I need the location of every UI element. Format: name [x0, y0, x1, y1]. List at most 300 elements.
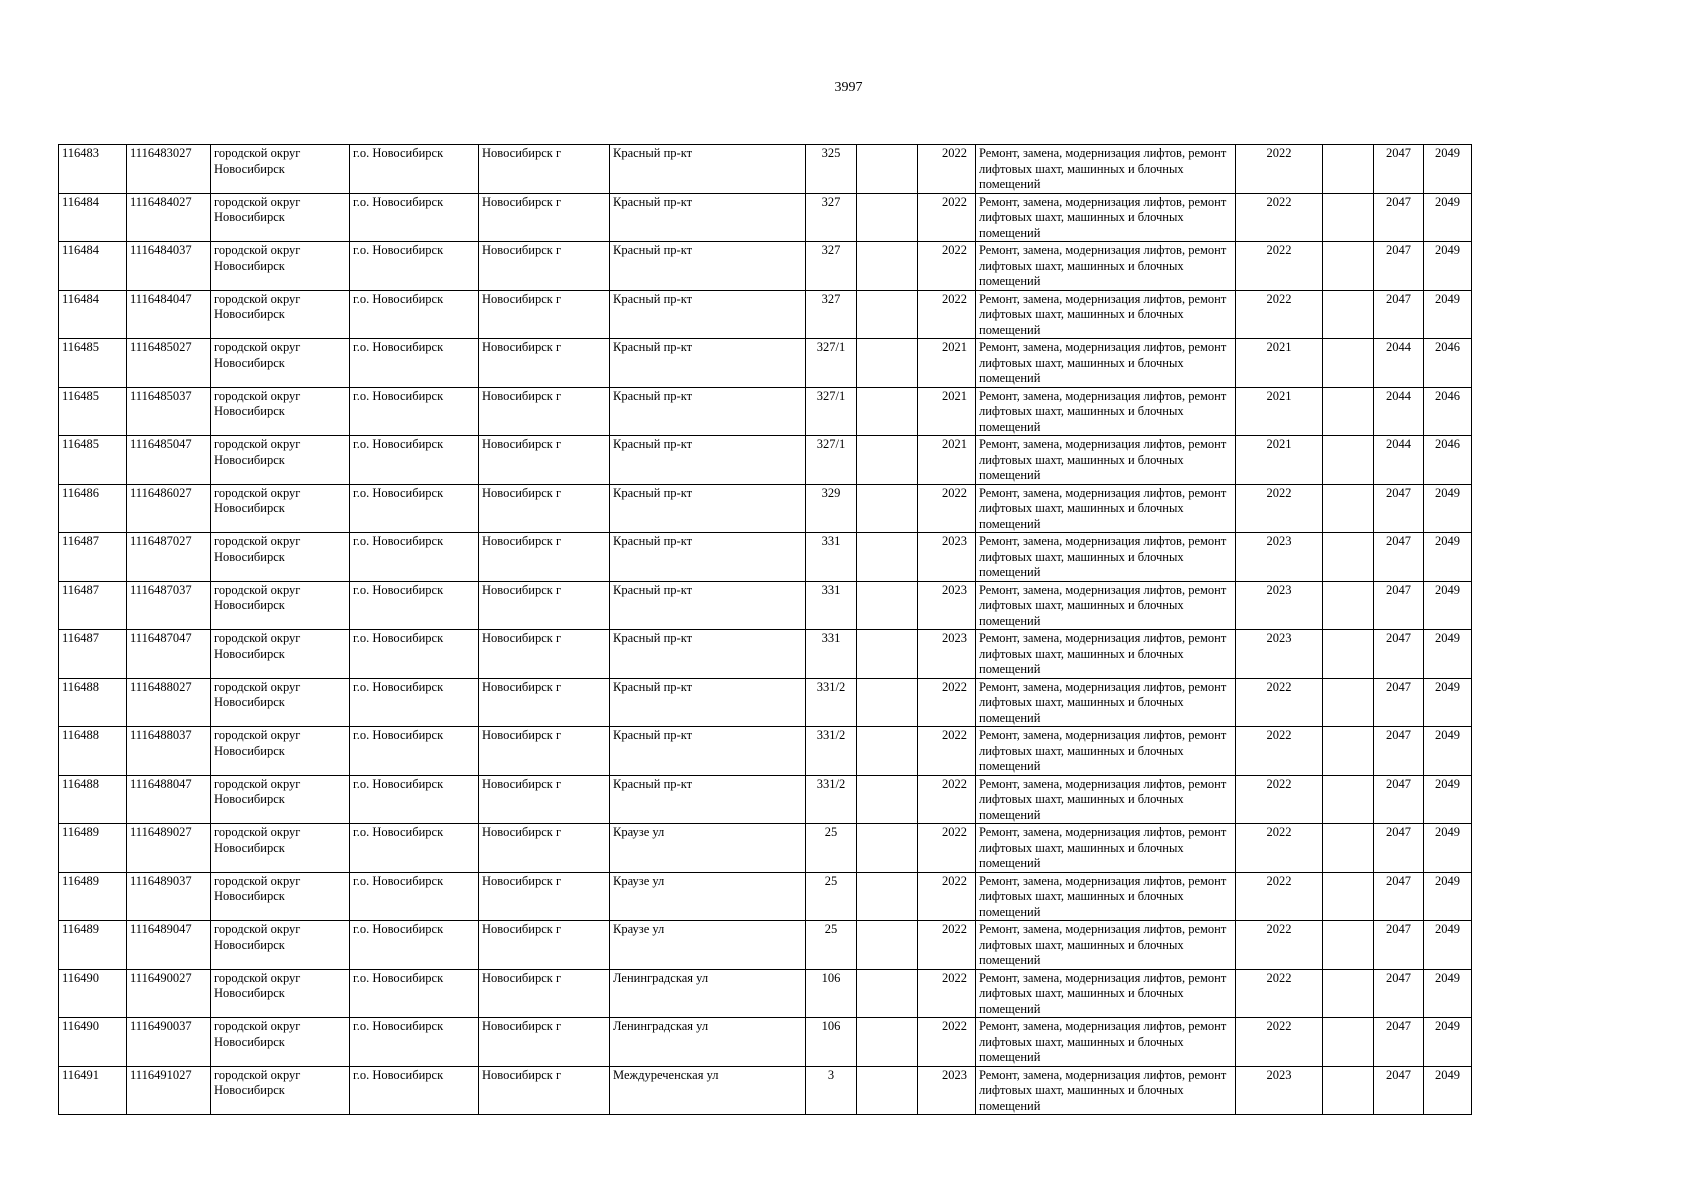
- cell-work-type: Ремонт, замена, модернизация лифтов, ремонт лифтовых шахт, машинных и блочных помещений: [976, 921, 1236, 970]
- cell-house: 331: [806, 630, 857, 679]
- cell-building: [857, 969, 918, 1018]
- cell-year-b: 2049: [1424, 969, 1472, 1018]
- cell-district: городской округ Новосибирск: [211, 290, 350, 339]
- cell-year-a: 2047: [1374, 969, 1424, 1018]
- cell-settlement: Новосибирск г: [479, 387, 610, 436]
- cell-extra: [1323, 678, 1374, 727]
- cell-street: Красный пр-кт: [610, 678, 806, 727]
- cell-municipality: г.о. Новосибирск: [350, 630, 479, 679]
- cell-object-id: 116487: [59, 581, 127, 630]
- cell-element-code: 1116491027: [127, 1066, 211, 1115]
- cell-object-id: 116489: [59, 921, 127, 970]
- table-row: [59, 290, 1472, 339]
- cell-extra: [1323, 775, 1374, 824]
- cell-year-from: 2022: [918, 824, 976, 873]
- cell-element-code: 1116488027: [127, 678, 211, 727]
- cell-object-id: 116486: [59, 484, 127, 533]
- cell-work-type: Ремонт, замена, модернизация лифтов, ремонт лифтовых шахт, машинных и блочных помещений: [976, 193, 1236, 242]
- cell-district: городской округ Новосибирск: [211, 242, 350, 291]
- cell-year-from: 2021: [918, 339, 976, 388]
- cell-house: 25: [806, 921, 857, 970]
- cell-municipality: г.о. Новосибирск: [350, 775, 479, 824]
- cell-house: 25: [806, 872, 857, 921]
- cell-house: 327: [806, 193, 857, 242]
- table-row: [59, 533, 1472, 582]
- cell-year-b: 2049: [1424, 727, 1472, 776]
- cell-settlement: Новосибирск г: [479, 145, 610, 194]
- cell-plan-year: 2023: [1236, 630, 1323, 679]
- cell-extra: [1323, 387, 1374, 436]
- cell-year-b: 2049: [1424, 484, 1472, 533]
- cell-municipality: г.о. Новосибирск: [350, 193, 479, 242]
- cell-element-code: 1116489037: [127, 872, 211, 921]
- cell-district: городской округ Новосибирск: [211, 678, 350, 727]
- cell-year-a: 2047: [1374, 921, 1424, 970]
- cell-object-id: 116488: [59, 727, 127, 776]
- cell-element-code: 1116487037: [127, 581, 211, 630]
- cell-year-b: 2049: [1424, 581, 1472, 630]
- cell-settlement: Новосибирск г: [479, 193, 610, 242]
- cell-district: городской округ Новосибирск: [211, 824, 350, 873]
- cell-year-b: 2046: [1424, 339, 1472, 388]
- cell-extra: [1323, 290, 1374, 339]
- cell-municipality: г.о. Новосибирск: [350, 921, 479, 970]
- cell-year-from: 2022: [918, 1018, 976, 1067]
- cell-work-type: Ремонт, замена, модернизация лифтов, ремонт лифтовых шахт, машинных и блочных помещений: [976, 872, 1236, 921]
- cell-building: [857, 242, 918, 291]
- cell-element-code: 1116483027: [127, 145, 211, 194]
- cell-district: городской округ Новосибирск: [211, 921, 350, 970]
- cell-object-id: 116484: [59, 193, 127, 242]
- cell-object-id: 116485: [59, 387, 127, 436]
- cell-settlement: Новосибирск г: [479, 824, 610, 873]
- cell-year-from: 2023: [918, 1066, 976, 1115]
- cell-street: Ленинградская ул: [610, 969, 806, 1018]
- cell-year-a: 2047: [1374, 242, 1424, 291]
- cell-element-code: 1116485037: [127, 387, 211, 436]
- cell-settlement: Новосибирск г: [479, 630, 610, 679]
- cell-building: [857, 145, 918, 194]
- cell-work-type: Ремонт, замена, модернизация лифтов, ремонт лифтовых шахт, машинных и блочных помещений: [976, 969, 1236, 1018]
- cell-plan-year: 2021: [1236, 436, 1323, 485]
- table-row: [59, 727, 1472, 776]
- registry-table: [58, 144, 1472, 1115]
- cell-year-b: 2046: [1424, 387, 1472, 436]
- cell-building: [857, 678, 918, 727]
- cell-element-code: 1116485047: [127, 436, 211, 485]
- cell-extra: [1323, 339, 1374, 388]
- registry-body: [59, 145, 1472, 1115]
- cell-work-type: Ремонт, замена, модернизация лифтов, ремонт лифтовых шахт, машинных и блочных помещений: [976, 145, 1236, 194]
- cell-district: городской округ Новосибирск: [211, 1066, 350, 1115]
- table-row: [59, 678, 1472, 727]
- cell-house: 327/1: [806, 387, 857, 436]
- cell-municipality: г.о. Новосибирск: [350, 969, 479, 1018]
- cell-plan-year: 2022: [1236, 775, 1323, 824]
- cell-plan-year: 2022: [1236, 242, 1323, 291]
- cell-year-from: 2022: [918, 290, 976, 339]
- cell-year-from: 2021: [918, 387, 976, 436]
- cell-year-b: 2049: [1424, 775, 1472, 824]
- cell-year-a: 2047: [1374, 484, 1424, 533]
- cell-object-id: 116490: [59, 969, 127, 1018]
- cell-work-type: Ремонт, замена, модернизация лифтов, ремонт лифтовых шахт, машинных и блочных помещений: [976, 436, 1236, 485]
- cell-house: 327/1: [806, 436, 857, 485]
- table-row: [59, 1018, 1472, 1067]
- cell-element-code: 1116489027: [127, 824, 211, 873]
- cell-work-type: Ремонт, замена, модернизация лифтов, ремонт лифтовых шахт, машинных и блочных помещений: [976, 678, 1236, 727]
- cell-plan-year: 2023: [1236, 581, 1323, 630]
- cell-settlement: Новосибирск г: [479, 581, 610, 630]
- cell-object-id: 116484: [59, 242, 127, 291]
- cell-district: городской округ Новосибирск: [211, 193, 350, 242]
- cell-year-a: 2044: [1374, 387, 1424, 436]
- cell-house: 25: [806, 824, 857, 873]
- cell-district: городской округ Новосибирск: [211, 1018, 350, 1067]
- cell-settlement: Новосибирск г: [479, 775, 610, 824]
- cell-object-id: 116483: [59, 145, 127, 194]
- cell-work-type: Ремонт, замена, модернизация лифтов, ремонт лифтовых шахт, машинных и блочных помещений: [976, 824, 1236, 873]
- cell-year-from: 2022: [918, 678, 976, 727]
- cell-year-a: 2047: [1374, 872, 1424, 921]
- table-row: [59, 1066, 1472, 1115]
- cell-building: [857, 630, 918, 679]
- cell-work-type: Ремонт, замена, модернизация лифтов, ремонт лифтовых шахт, машинных и блочных помещений: [976, 484, 1236, 533]
- cell-year-from: 2022: [918, 242, 976, 291]
- cell-work-type: Ремонт, замена, модернизация лифтов, ремонт лифтовых шахт, машинных и блочных помещений: [976, 533, 1236, 582]
- cell-municipality: г.о. Новосибирск: [350, 824, 479, 873]
- cell-year-b: 2049: [1424, 290, 1472, 339]
- cell-extra: [1323, 969, 1374, 1018]
- cell-district: городской округ Новосибирск: [211, 533, 350, 582]
- cell-district: городской округ Новосибирск: [211, 387, 350, 436]
- table-row: [59, 921, 1472, 970]
- cell-element-code: 1116484047: [127, 290, 211, 339]
- cell-object-id: 116488: [59, 775, 127, 824]
- cell-extra: [1323, 484, 1374, 533]
- cell-street: Красный пр-кт: [610, 290, 806, 339]
- cell-element-code: 1116484027: [127, 193, 211, 242]
- cell-extra: [1323, 1018, 1374, 1067]
- cell-street: Красный пр-кт: [610, 727, 806, 776]
- cell-work-type: Ремонт, замена, модернизация лифтов, ремонт лифтовых шахт, машинных и блочных помещений: [976, 1066, 1236, 1115]
- cell-settlement: Новосибирск г: [479, 1018, 610, 1067]
- cell-year-from: 2022: [918, 921, 976, 970]
- cell-plan-year: 2022: [1236, 193, 1323, 242]
- cell-year-from: 2022: [918, 872, 976, 921]
- cell-street: Красный пр-кт: [610, 630, 806, 679]
- cell-settlement: Новосибирск г: [479, 872, 610, 921]
- cell-element-code: 1116485027: [127, 339, 211, 388]
- cell-plan-year: 2022: [1236, 678, 1323, 727]
- cell-municipality: г.о. Новосибирск: [350, 436, 479, 485]
- cell-element-code: 1116490037: [127, 1018, 211, 1067]
- cell-element-code: 1116488037: [127, 727, 211, 776]
- cell-extra: [1323, 436, 1374, 485]
- cell-year-b: 2049: [1424, 145, 1472, 194]
- cell-settlement: Новосибирск г: [479, 969, 610, 1018]
- table-row: [59, 145, 1472, 194]
- cell-building: [857, 824, 918, 873]
- cell-year-from: 2022: [918, 484, 976, 533]
- cell-work-type: Ремонт, замена, модернизация лифтов, ремонт лифтовых шахт, машинных и блочных помещений: [976, 290, 1236, 339]
- cell-element-code: 1116487047: [127, 630, 211, 679]
- table-row: [59, 581, 1472, 630]
- cell-street: Красный пр-кт: [610, 145, 806, 194]
- cell-district: городской округ Новосибирск: [211, 630, 350, 679]
- cell-house: 3: [806, 1066, 857, 1115]
- cell-year-from: 2022: [918, 775, 976, 824]
- cell-year-a: 2044: [1374, 436, 1424, 485]
- cell-settlement: Новосибирск г: [479, 242, 610, 291]
- table-row: [59, 630, 1472, 679]
- cell-street: Красный пр-кт: [610, 242, 806, 291]
- table-row: [59, 387, 1472, 436]
- cell-house: 327: [806, 290, 857, 339]
- cell-district: городской округ Новосибирск: [211, 436, 350, 485]
- cell-building: [857, 1066, 918, 1115]
- cell-settlement: Новосибирск г: [479, 436, 610, 485]
- cell-plan-year: 2022: [1236, 872, 1323, 921]
- cell-building: [857, 581, 918, 630]
- cell-municipality: г.о. Новосибирск: [350, 484, 479, 533]
- cell-building: [857, 339, 918, 388]
- cell-municipality: г.о. Новосибирск: [350, 145, 479, 194]
- cell-building: [857, 436, 918, 485]
- cell-district: городской округ Новосибирск: [211, 872, 350, 921]
- cell-work-type: Ремонт, замена, модернизация лифтов, ремонт лифтовых шахт, машинных и блочных помещений: [976, 727, 1236, 776]
- cell-settlement: Новосибирск г: [479, 339, 610, 388]
- cell-house: 331: [806, 533, 857, 582]
- cell-work-type: Ремонт, замена, модернизация лифтов, ремонт лифтовых шахт, машинных и блочных помещений: [976, 387, 1236, 436]
- cell-element-code: 1116489047: [127, 921, 211, 970]
- table-row: [59, 775, 1472, 824]
- cell-municipality: г.о. Новосибирск: [350, 727, 479, 776]
- cell-building: [857, 290, 918, 339]
- cell-street: Красный пр-кт: [610, 775, 806, 824]
- table-row: [59, 824, 1472, 873]
- cell-year-b: 2049: [1424, 630, 1472, 679]
- cell-district: городской округ Новосибирск: [211, 339, 350, 388]
- cell-street: Красный пр-кт: [610, 339, 806, 388]
- cell-house: 329: [806, 484, 857, 533]
- cell-extra: [1323, 630, 1374, 679]
- cell-year-from: 2022: [918, 727, 976, 776]
- cell-element-code: 1116486027: [127, 484, 211, 533]
- cell-year-a: 2047: [1374, 290, 1424, 339]
- cell-year-a: 2044: [1374, 339, 1424, 388]
- cell-element-code: 1116488047: [127, 775, 211, 824]
- cell-house: 106: [806, 969, 857, 1018]
- cell-settlement: Новосибирск г: [479, 1066, 610, 1115]
- cell-year-from: 2023: [918, 630, 976, 679]
- cell-plan-year: 2023: [1236, 1066, 1323, 1115]
- cell-element-code: 1116487027: [127, 533, 211, 582]
- cell-year-b: 2049: [1424, 1018, 1472, 1067]
- cell-street: Краузе ул: [610, 824, 806, 873]
- cell-object-id: 116487: [59, 533, 127, 582]
- cell-object-id: 116489: [59, 824, 127, 873]
- cell-year-a: 2047: [1374, 727, 1424, 776]
- table-row: [59, 339, 1472, 388]
- cell-work-type: Ремонт, замена, модернизация лифтов, ремонт лифтовых шахт, машинных и блочных помещений: [976, 581, 1236, 630]
- cell-district: городской округ Новосибирск: [211, 969, 350, 1018]
- table-row: [59, 484, 1472, 533]
- cell-year-a: 2047: [1374, 193, 1424, 242]
- cell-year-b: 2049: [1424, 1066, 1472, 1115]
- table-row: [59, 193, 1472, 242]
- cell-work-type: Ремонт, замена, модернизация лифтов, ремонт лифтовых шахт, машинных и блочных помещений: [976, 242, 1236, 291]
- cell-house: 327/1: [806, 339, 857, 388]
- cell-municipality: г.о. Новосибирск: [350, 387, 479, 436]
- cell-year-a: 2047: [1374, 678, 1424, 727]
- cell-year-b: 2049: [1424, 242, 1472, 291]
- cell-object-id: 116487: [59, 630, 127, 679]
- cell-building: [857, 921, 918, 970]
- cell-object-id: 116488: [59, 678, 127, 727]
- cell-house: 331/2: [806, 775, 857, 824]
- cell-settlement: Новосибирск г: [479, 484, 610, 533]
- cell-municipality: г.о. Новосибирск: [350, 872, 479, 921]
- cell-settlement: Новосибирск г: [479, 678, 610, 727]
- table-row: [59, 872, 1472, 921]
- cell-year-from: 2021: [918, 436, 976, 485]
- cell-work-type: Ремонт, замена, модернизация лифтов, ремонт лифтовых шахт, машинных и блочных помещений: [976, 339, 1236, 388]
- cell-municipality: г.о. Новосибирск: [350, 1066, 479, 1115]
- cell-house: 325: [806, 145, 857, 194]
- cell-settlement: Новосибирск г: [479, 727, 610, 776]
- cell-extra: [1323, 193, 1374, 242]
- cell-element-code: 1116490027: [127, 969, 211, 1018]
- cell-work-type: Ремонт, замена, модернизация лифтов, ремонт лифтовых шахт, машинных и блочных помещений: [976, 630, 1236, 679]
- cell-year-b: 2049: [1424, 921, 1472, 970]
- cell-extra: [1323, 824, 1374, 873]
- cell-plan-year: 2021: [1236, 339, 1323, 388]
- cell-street: Красный пр-кт: [610, 581, 806, 630]
- cell-building: [857, 193, 918, 242]
- cell-building: [857, 727, 918, 776]
- cell-plan-year: 2022: [1236, 921, 1323, 970]
- cell-street: Красный пр-кт: [610, 193, 806, 242]
- cell-settlement: Новосибирск г: [479, 921, 610, 970]
- cell-building: [857, 872, 918, 921]
- cell-object-id: 116489: [59, 872, 127, 921]
- table-row: [59, 969, 1472, 1018]
- page-number: 3997: [834, 80, 863, 95]
- cell-extra: [1323, 145, 1374, 194]
- cell-house: 331/2: [806, 727, 857, 776]
- cell-object-id: 116484: [59, 290, 127, 339]
- cell-object-id: 116490: [59, 1018, 127, 1067]
- cell-object-id: 116485: [59, 339, 127, 388]
- cell-building: [857, 1018, 918, 1067]
- cell-building: [857, 387, 918, 436]
- cell-year-b: 2046: [1424, 436, 1472, 485]
- cell-plan-year: 2022: [1236, 1018, 1323, 1067]
- cell-extra: [1323, 1066, 1374, 1115]
- cell-settlement: Новосибирск г: [479, 290, 610, 339]
- cell-street: Междуреченская ул: [610, 1066, 806, 1115]
- cell-plan-year: 2022: [1236, 484, 1323, 533]
- cell-building: [857, 484, 918, 533]
- cell-street: Краузе ул: [610, 921, 806, 970]
- cell-municipality: г.о. Новосибирск: [350, 533, 479, 582]
- cell-municipality: г.о. Новосибирск: [350, 242, 479, 291]
- cell-year-b: 2049: [1424, 824, 1472, 873]
- cell-district: городской округ Новосибирск: [211, 581, 350, 630]
- cell-municipality: г.о. Новосибирск: [350, 678, 479, 727]
- cell-year-b: 2049: [1424, 678, 1472, 727]
- cell-building: [857, 775, 918, 824]
- cell-extra: [1323, 727, 1374, 776]
- cell-year-b: 2049: [1424, 872, 1472, 921]
- cell-year-b: 2049: [1424, 193, 1472, 242]
- cell-street: Красный пр-кт: [610, 484, 806, 533]
- cell-plan-year: 2021: [1236, 387, 1323, 436]
- cell-district: городской округ Новосибирск: [211, 775, 350, 824]
- cell-extra: [1323, 242, 1374, 291]
- cell-year-a: 2047: [1374, 630, 1424, 679]
- cell-house: 331: [806, 581, 857, 630]
- cell-year-from: 2023: [918, 533, 976, 582]
- cell-object-id: 116485: [59, 436, 127, 485]
- cell-plan-year: 2022: [1236, 824, 1323, 873]
- cell-district: городской округ Новосибирск: [211, 484, 350, 533]
- cell-municipality: г.о. Новосибирск: [350, 1018, 479, 1067]
- cell-year-a: 2047: [1374, 1018, 1424, 1067]
- cell-work-type: Ремонт, замена, модернизация лифтов, ремонт лифтовых шахт, машинных и блочных помещений: [976, 775, 1236, 824]
- cell-plan-year: 2023: [1236, 533, 1323, 582]
- cell-year-from: 2022: [918, 145, 976, 194]
- cell-district: городской округ Новосибирск: [211, 727, 350, 776]
- cell-municipality: г.о. Новосибирск: [350, 581, 479, 630]
- cell-municipality: г.о. Новосибирск: [350, 290, 479, 339]
- cell-house: 327: [806, 242, 857, 291]
- cell-extra: [1323, 533, 1374, 582]
- cell-work-type: Ремонт, замена, модернизация лифтов, ремонт лифтовых шахт, машинных и блочных помещений: [976, 1018, 1236, 1067]
- table-row: [59, 436, 1472, 485]
- cell-street: Красный пр-кт: [610, 533, 806, 582]
- cell-street: Красный пр-кт: [610, 387, 806, 436]
- cell-building: [857, 533, 918, 582]
- cell-year-from: 2022: [918, 193, 976, 242]
- cell-district: городской округ Новосибирск: [211, 145, 350, 194]
- cell-element-code: 1116484037: [127, 242, 211, 291]
- cell-extra: [1323, 872, 1374, 921]
- cell-year-a: 2047: [1374, 145, 1424, 194]
- cell-settlement: Новосибирск г: [479, 533, 610, 582]
- cell-street: Ленинградская ул: [610, 1018, 806, 1067]
- cell-year-b: 2049: [1424, 533, 1472, 582]
- cell-plan-year: 2022: [1236, 145, 1323, 194]
- cell-plan-year: 2022: [1236, 290, 1323, 339]
- cell-street: Красный пр-кт: [610, 436, 806, 485]
- cell-year-from: 2023: [918, 581, 976, 630]
- cell-year-a: 2047: [1374, 581, 1424, 630]
- cell-year-a: 2047: [1374, 1066, 1424, 1115]
- cell-object-id: 116491: [59, 1066, 127, 1115]
- cell-extra: [1323, 581, 1374, 630]
- cell-plan-year: 2022: [1236, 969, 1323, 1018]
- cell-house: 331/2: [806, 678, 857, 727]
- cell-extra: [1323, 921, 1374, 970]
- cell-year-a: 2047: [1374, 824, 1424, 873]
- cell-street: Краузе ул: [610, 872, 806, 921]
- table-row: [59, 242, 1472, 291]
- cell-house: 106: [806, 1018, 857, 1067]
- cell-year-from: 2022: [918, 969, 976, 1018]
- cell-year-a: 2047: [1374, 775, 1424, 824]
